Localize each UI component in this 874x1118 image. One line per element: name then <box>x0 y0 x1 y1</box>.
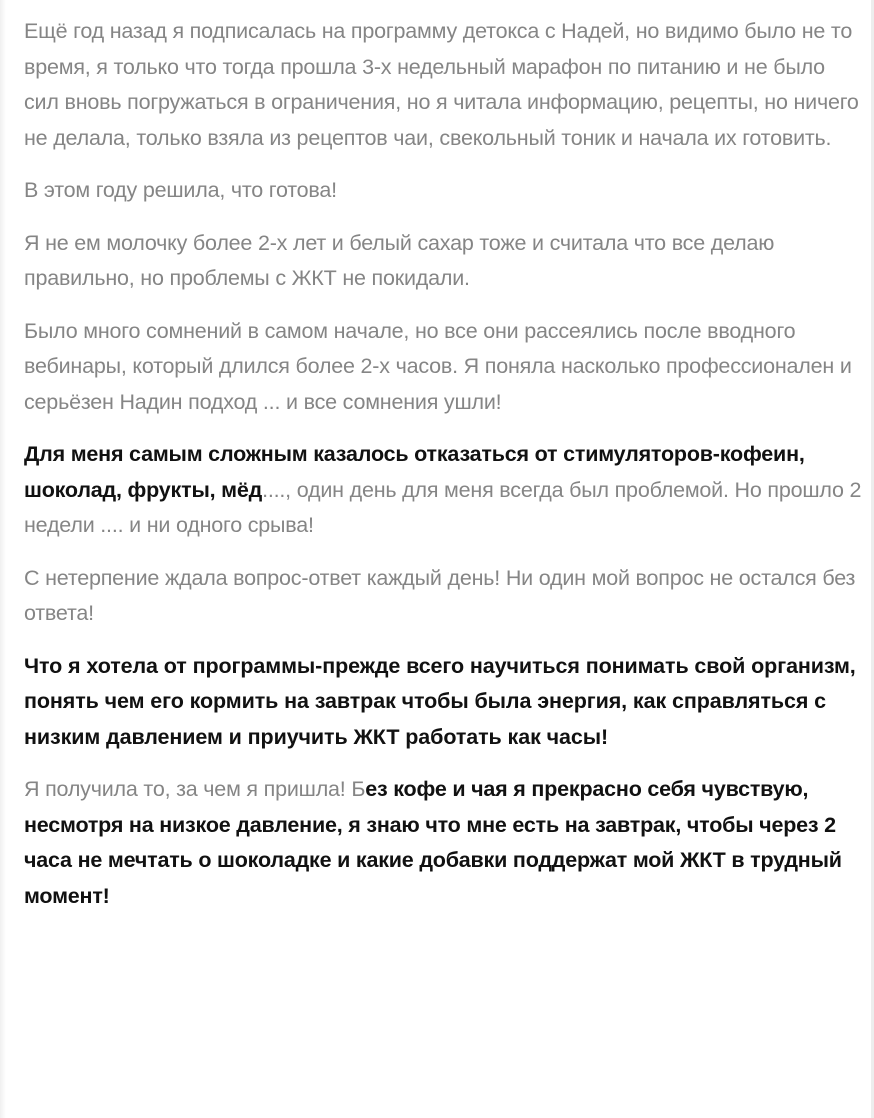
paragraph-doubts: Было много сомнений в самом начале, но все они рассеялись после вводного вебинары, который длился более 2-х часов. Я поняла насколько профессионален и серьёзен Надин подход ... и все сомнения ушли! <box>24 318 852 414</box>
paragraph-hardest-part <box>24 437 862 544</box>
left-page-edge <box>0 0 6 1118</box>
result-light: Я получила то, за чем я пришла! Б <box>24 777 366 801</box>
hardest-part-rest: ...., один день для меня всегда был проблемой. Но прошло 2 недели .... и ни одного срыва! <box>24 477 862 537</box>
paragraph-goals: Что я хотела от программы-прежде всего научиться понимать свой организм, понять чем его кормить на завтрак чтобы была энергия, как справляться с низким давлением и приучить ЖКТ работать как часы! <box>24 653 856 749</box>
result-bold: ез кофе и чая я прекрасно себя чувствую, несмотря на низкое давление, я знаю что мне есть на завтрак, чтобы через 2 часа не мечтать о шоколадке и какие добавки поддержат мой ЖКТ в трудный момент! <box>24 777 842 908</box>
hardest-part-bold: Для меня самым сложным казалось отказаться от стимуляторов-кофеин, шоколад, фрукты, мёд <box>24 442 805 502</box>
review-text-block <box>24 14 862 931</box>
paragraph-decision: В этом году решила, что готова! <box>24 178 337 202</box>
paragraph-qa: С нетерпение ждала вопрос-ответ каждый день! Ни один мой вопрос не остался без ответа! <box>24 565 856 625</box>
paragraph-detox-history: Ещё год назад я подписалась на программу детокса с Надей, но видимо было не то время, я только что тогда прошла 3-х недельный марафон по питанию и не было сил вновь погружаться в ограничения, но я читала информацию, рецепты, но ничего не делала, только взяла из рецептов чаи, свекольный тоник и начала их готовить. <box>24 19 859 150</box>
paragraph-diet-background: Я не ем молочку более 2-х лет и белый сахар тоже и считала что все делаю правильно, но проблемы с ЖКТ не покидали. <box>24 230 775 290</box>
paragraph-result <box>24 772 862 914</box>
